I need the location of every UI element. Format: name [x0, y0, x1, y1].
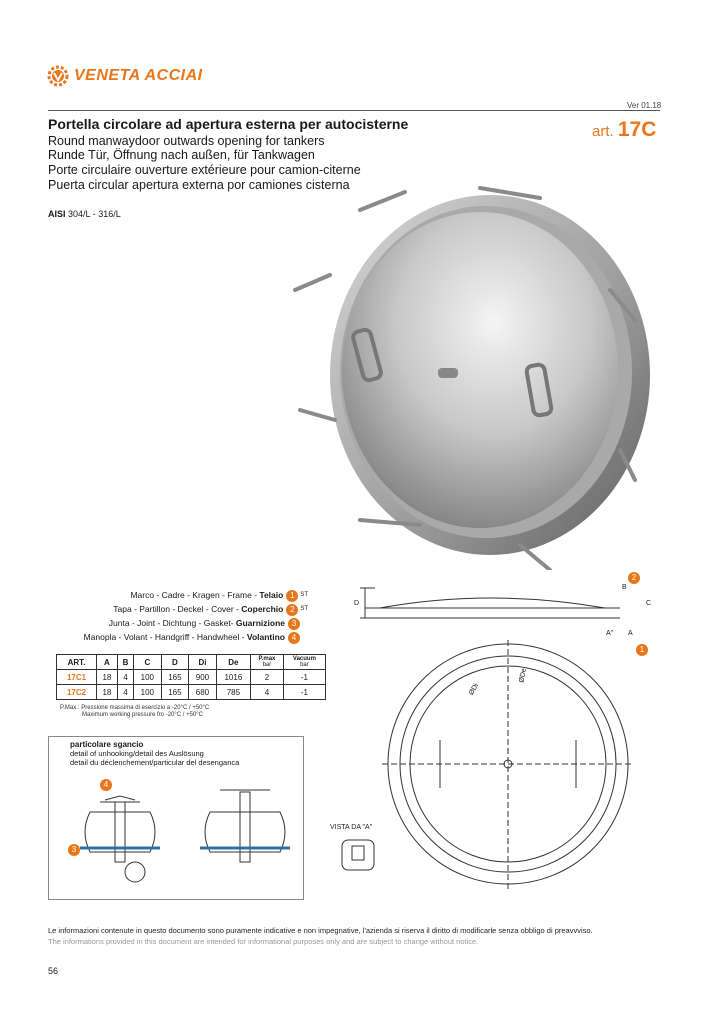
title-it: Portella circolare ad apertura esterna per autocisterne: [48, 116, 409, 132]
col-di: Di: [189, 655, 217, 670]
pmax-unit: bar: [262, 662, 272, 668]
col-c: C: [134, 655, 162, 670]
cell: 4: [250, 685, 283, 700]
cell: 165: [161, 685, 189, 700]
cell: 17C1: [57, 670, 97, 685]
brand-name: VENETA ACCIAI: [74, 67, 203, 84]
title-de: Runde Tür, Öffnung nach außen, für Tankwagen: [48, 148, 315, 162]
material-value: 304/L - 316/L: [68, 209, 121, 219]
title-es: Puerta circular apertura externa por camiones cisterna: [48, 178, 350, 192]
vacuum-unit: bar: [300, 662, 309, 668]
spec-table: [56, 654, 326, 700]
detail-text: [70, 740, 239, 767]
cell: -1: [283, 670, 325, 685]
header-divider: [48, 110, 660, 111]
legend-bold: Coperchio: [241, 604, 284, 614]
cell: 900: [189, 670, 217, 685]
legend-bold: Guarnizione: [235, 618, 285, 628]
legend-row-1: [60, 588, 308, 602]
title-fr: Porte circulaire ouverture extérieure pour camion-citerne: [48, 163, 361, 177]
col-a: A: [97, 655, 118, 670]
table-row: [57, 685, 326, 700]
dim-d: D: [354, 600, 360, 607]
article-code: [592, 118, 656, 142]
pressure-note-line1: P.Max.: Pressione massima di esercizio a -20°C / +50°C: [60, 705, 210, 711]
cell: 165: [161, 670, 189, 685]
pmax-label: P.max: [258, 656, 276, 662]
product-photo: [290, 180, 670, 570]
detail-title: particolare sgancio: [70, 740, 144, 749]
legend-bold: Volantino: [246, 632, 285, 642]
pressure-note: [60, 705, 209, 719]
material-label: AISI: [48, 209, 66, 219]
dim-c: C: [646, 600, 652, 607]
legend-number: 3: [288, 618, 300, 630]
col-d: D: [161, 655, 189, 670]
view-a-drawing: [338, 834, 378, 876]
cell: 100: [134, 670, 162, 685]
detail-marker-3: 3: [68, 844, 80, 856]
view-a-label: VISTA DA "A": [330, 824, 373, 831]
plan-drawing: [380, 640, 640, 900]
detail-line2: detail du déclenchement/particular del desenganca: [70, 758, 240, 767]
detail-drawing: [60, 772, 300, 898]
legend-row-4: [60, 630, 308, 644]
dim-a-view: A": [606, 630, 614, 637]
legend-text: Manopla - Volant - Handgriff - Handwheel -: [83, 632, 247, 642]
legend-number: 2: [286, 604, 298, 616]
legend-row-3: [60, 616, 308, 630]
cell: -1: [283, 685, 325, 700]
legend-text: Tapa - Partillon - Deckel - Cover -: [113, 604, 242, 614]
title-en: Round manwaydoor outwards opening for tankers: [48, 134, 325, 148]
drawing-marker-1: 1: [636, 644, 648, 656]
col-b: B: [117, 655, 133, 670]
footer-disclaimer-it: Le informazioni contenute in questo documento sono puramente indicative e non impegnative, l'azienda si riserva il diritto di modificarle senza obbligo di preavvviso.: [48, 926, 593, 935]
cell: 785: [216, 685, 250, 700]
cell: 1016: [216, 670, 250, 685]
cell: 2: [250, 670, 283, 685]
dim-di: ØDi: [467, 682, 481, 697]
legend-text: Marco - Cadre - Kragen - Frame -: [130, 590, 260, 600]
version: Ver 01.18: [627, 101, 662, 110]
logo-gear-icon: [46, 64, 70, 88]
vacuum-label: Vacuum: [292, 656, 316, 662]
legend-st: ST: [300, 606, 308, 612]
legend-row-2: [60, 602, 308, 616]
pressure-note-line2: Maximum working pressure fro -20°C / +50°C: [82, 712, 204, 718]
cell: 18: [97, 685, 118, 700]
legend-st: ST: [300, 592, 308, 598]
cell: 18: [97, 670, 118, 685]
legend-bold: Telaio: [259, 590, 284, 600]
col-vacuum: [283, 655, 325, 670]
col-de: De: [216, 655, 250, 670]
legend-text: Junta - Joint - Dichtung - Gasket-: [108, 618, 236, 628]
cell: 100: [134, 685, 162, 700]
dim-de: ØDe: [518, 667, 528, 684]
detail-line1: detail of unhooking/detail des Auslösung: [70, 749, 204, 758]
legend-number: 1: [286, 590, 298, 602]
dim-a: A: [628, 630, 633, 637]
cell: 680: [189, 685, 217, 700]
table-header-row: [57, 655, 326, 670]
cell: 4: [117, 670, 133, 685]
col-pmax: [250, 655, 283, 670]
legend-number: 4: [288, 632, 300, 644]
article-prefix: art.: [592, 123, 614, 140]
cell: 4: [117, 685, 133, 700]
table-row: [57, 670, 326, 685]
section-drawing: [350, 578, 650, 638]
footer-disclaimer-en: The informations provided in this document are intended for informational purposes only and are subject to change without notice.: [48, 937, 479, 946]
cell: 17C2: [57, 685, 97, 700]
parts-legend: [60, 588, 308, 644]
material: [48, 209, 121, 219]
detail-marker-4: 4: [100, 779, 112, 791]
col-art: ART.: [57, 655, 97, 670]
drawing-marker-2: 2: [628, 572, 640, 584]
logo: [46, 64, 206, 90]
article-number: 17C: [617, 118, 657, 141]
dim-b: B: [622, 584, 627, 591]
page-number: 56: [48, 966, 59, 976]
